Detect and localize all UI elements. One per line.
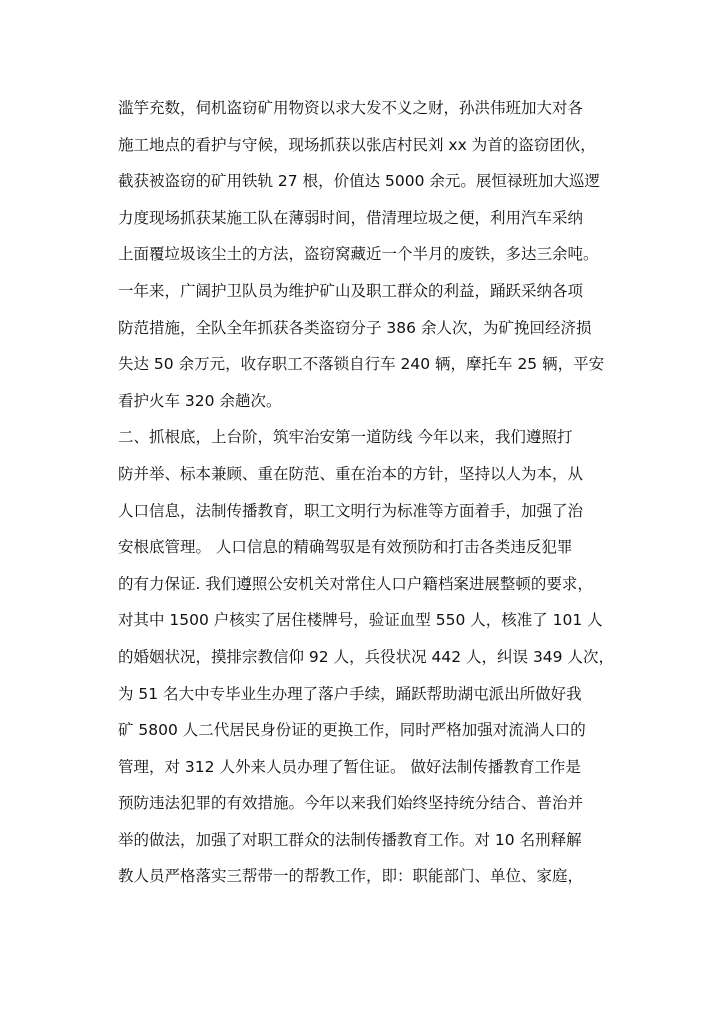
text-line: 为 51 名大中专毕业生办理了落户手续，踊跃帮助湖屯派出所做好我 [118,684,582,703]
text-line: 预防违法犯罪的有效措施。今年以来我们始终坚持统分结合、普治并 [118,794,584,813]
text-line: 截获被盗窃的矿用铁轨 27 根，价值达 5000 余元。展恒禄班加大巡逻 [118,172,600,191]
text-line: 施工地点的看护与守候，现场抓获以张店村民刘 xx 为首的盗窃团伙， [118,135,596,154]
text-line: 看护火车 320 余趟次。 [118,391,282,410]
text-line: 对其中 1500 户核实了居住楼牌号，验证血型 550 人，核准了 101 人 [118,611,603,630]
text-line: 上面覆垃圾该尘土的方法，盗窃窝藏近一个半月的废铁，多达三余吨。 [118,245,599,264]
text-line: 一年来，广阔护卫队员为维护矿山及职工群众的利益，踊跃采纳各项 [118,281,584,300]
text-line: 失达 50 余万元，收存职工不落锁自行车 240 辆，摩托车 25 辆，平安 [118,355,605,374]
text-line: 管理，对 312 人外来人员办理了暂住证。 做好法制传播教育工作是 [118,757,581,776]
text-line: 的婚姻状况，摸排宗教信仰 92 人，兵役状况 442 人，纠误 349 人次， [118,647,614,666]
text-line: 二、抓根底，上台阶，筑牢治安第一道防线 今年以来，我们遵照打 [118,428,573,447]
text-line: 安根底管理。 人口信息的精确驾驭是有效预防和打击各类违反犯罪 [118,538,573,557]
text-line: 力度现场抓获某施工队在薄弱时间，借清理垃圾之便，利用汽车采纳 [118,208,584,227]
text-line: 人口信息，法制传播教育，职工文明行为标准等方面着手，加强了治 [118,501,584,520]
body-text [118,90,630,895]
text-line: 滥竽充数，伺机盗窃矿用物资以求大发不义之财，孙洪伟班加大对各 [118,99,584,117]
text-line: 矿 5800 人二代居民身份证的更换工作，同时严格加强对流淌人口的 [118,721,586,740]
text-line: 防范措施，全队全年抓获各类盗窃分子 386 余人次，为矿挽回经济损 [118,318,592,337]
text-line: 举的做法，加强了对职工群众的法制传播教育工作。对 10 名刑释解 [118,830,582,849]
text-line: 的有力保证. 我们遵照公安机关对常住人口户籍档案进展整顿的要求， [118,574,593,593]
text-line: 教人员严格落实三帮带一的帮教工作，即：职能部门、单位、家庭， [118,867,584,886]
text-line: 防并举、标本兼顾、重在防范、重在治本的方针，坚持以人为本，从 [118,464,584,483]
